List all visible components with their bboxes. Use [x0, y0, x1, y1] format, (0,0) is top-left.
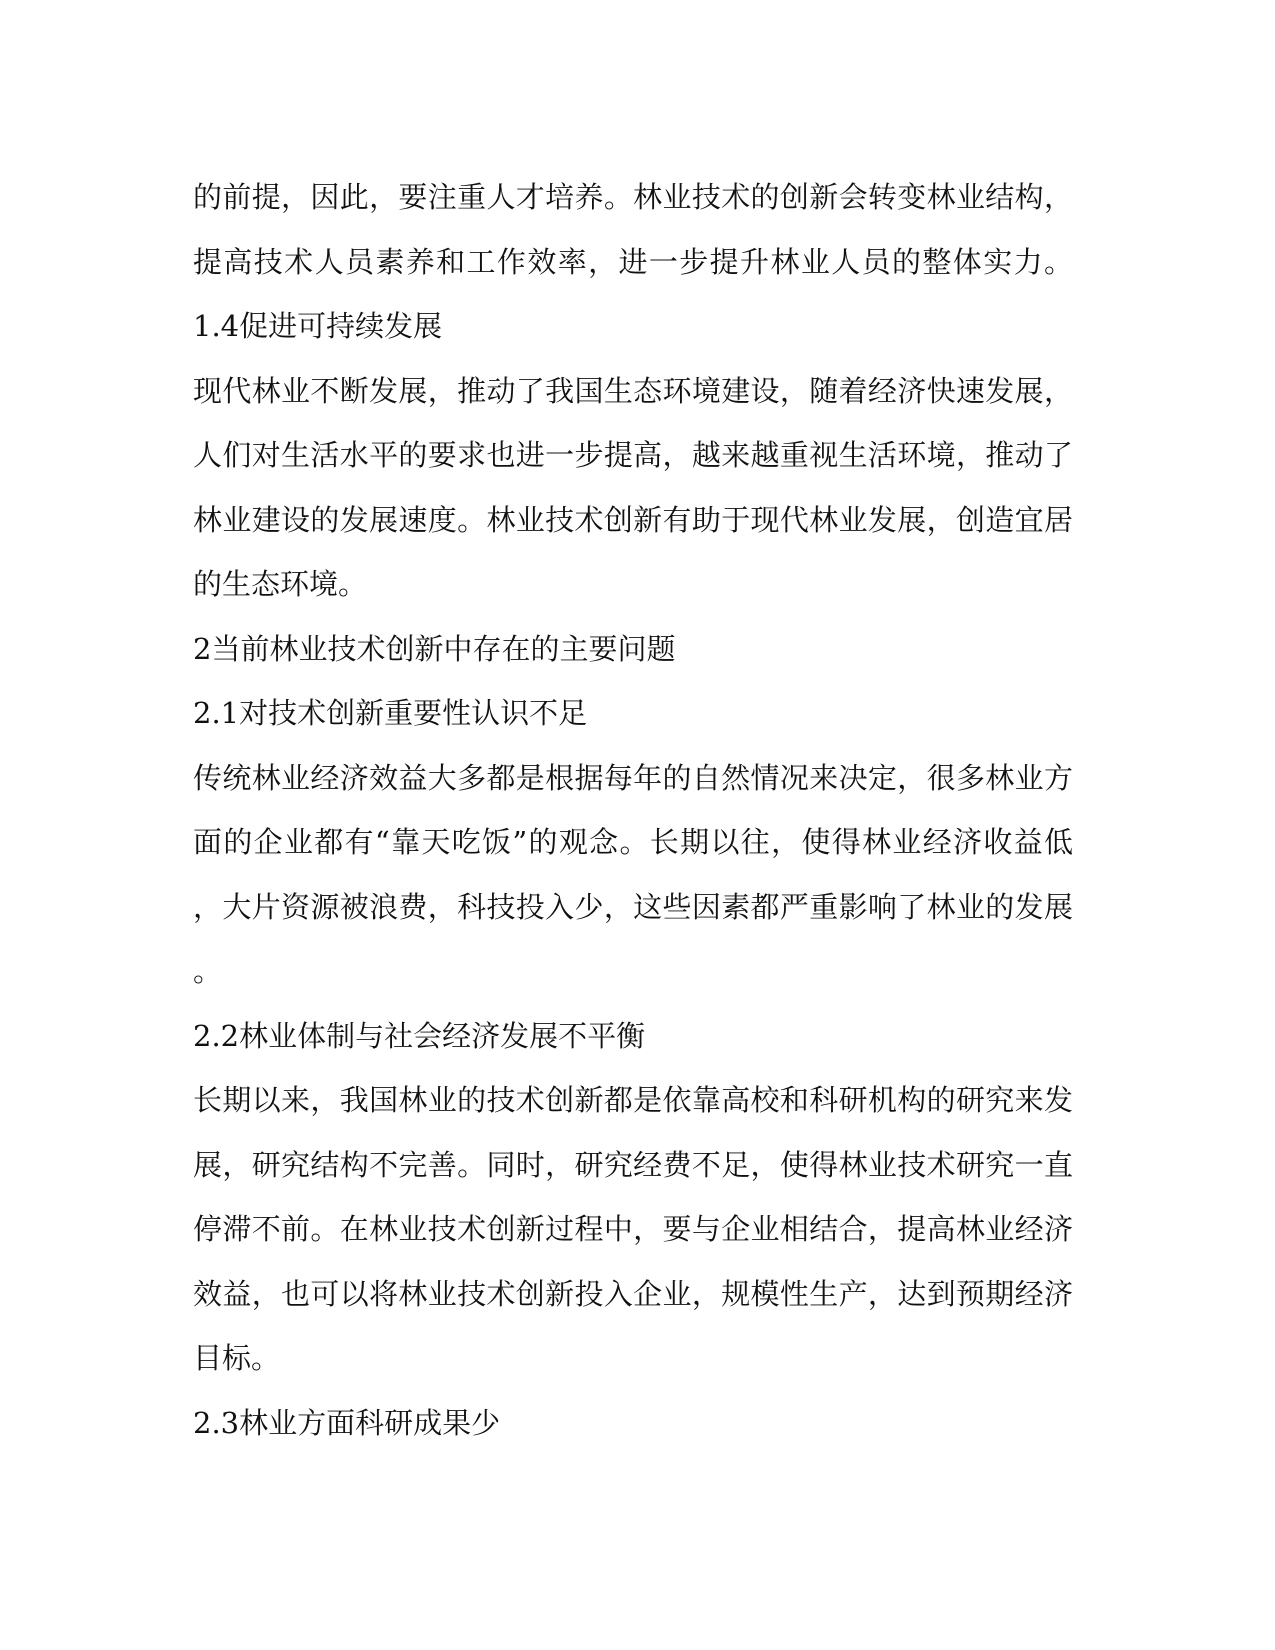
- paragraph-line: 提高技术人员素养和工作效率，进一步提升林业人员的整体实力。: [193, 244, 1073, 279]
- paragraph-line: 林业建设的发展速度。林业技术创新有助于现代林业发展，创造宜居: [193, 502, 1073, 537]
- chapter-heading: 2当前林业技术创新中存在的主要问题: [193, 631, 676, 666]
- section-heading: 1.4促进可持续发展: [193, 309, 443, 343]
- paragraph-line: 目标。: [193, 1341, 281, 1375]
- paragraph-line: 面的企业都有“靠天吃饭”的观念。长期以往，使得林业经济收益低: [193, 825, 1073, 859]
- section-heading: 2.2林业体制与社会经济发展不平衡: [193, 1018, 646, 1053]
- paragraph-line: 。: [193, 954, 223, 988]
- section-heading: 2.1对技术创新重要性认识不足: [193, 696, 588, 730]
- paragraph-line: 的前提，因此，要注重人才培养。林业技术的创新会转变林业结构，: [193, 180, 1073, 214]
- paragraph-line: 展，研究结构不完善。同时，研究经费不足，使得林业技术研究一直: [193, 1147, 1073, 1182]
- paragraph-line: 的生态环境。: [193, 567, 368, 601]
- paragraph-line: 传统林业经济效益大多都是根据每年的自然情况来决定，很多林业方: [193, 760, 1073, 795]
- document-body: [193, 165, 1073, 1455]
- paragraph-line: 效益，也可以将林业技术创新投入企业，规模性生产，达到预期经济: [193, 1276, 1073, 1311]
- section-heading: 2.3林业方面科研成果少: [193, 1405, 501, 1440]
- paragraph-line: 现代林业不断发展，推动了我国生态环境建设，随着经济快速发展，: [193, 373, 1073, 408]
- paragraph-line: ，大片资源被浪费，科技投入少，这些因素都严重影响了林业的发展: [193, 889, 1073, 924]
- paragraph-line: 长期以来，我国林业的技术创新都是依靠高校和科研机构的研究来发: [193, 1083, 1073, 1117]
- paragraph-line: 人们对生活水平的要求也进一步提高，越来越重视生活环境，推动了: [193, 438, 1073, 472]
- paragraph-line: 停滞不前。在林业技术创新过程中，要与企业相结合，提高林业经济: [193, 1212, 1073, 1246]
